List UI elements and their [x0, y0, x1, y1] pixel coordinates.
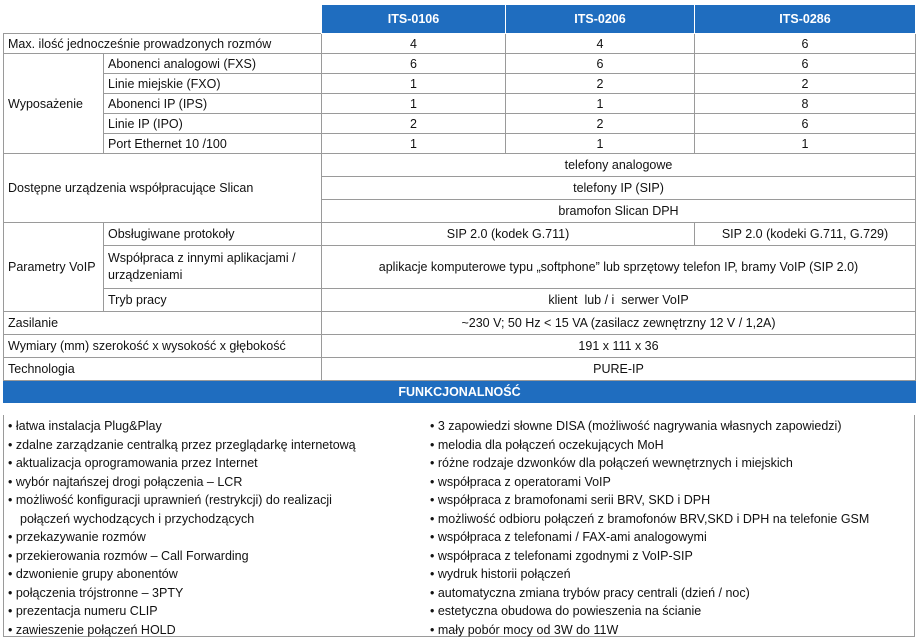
spec-table	[3, 4, 916, 403]
table-row	[4, 246, 916, 289]
feature-item: • możliwość konfiguracji uprawnień (restrykcji) do realizacji	[8, 493, 332, 507]
table-row	[4, 34, 916, 54]
apps-label: Współpraca z innymi aplikacjami / urządzeniami	[104, 246, 322, 289]
table-row	[4, 94, 916, 114]
value-cell: 4	[506, 34, 695, 54]
feature-item: • prezentacja numeru CLIP	[8, 604, 158, 618]
devices-label: Dostępne urządzenia współpracujące Slican	[4, 154, 322, 223]
value-cell: 8	[695, 94, 916, 114]
value-cell: 6	[695, 114, 916, 134]
feature-item: • przekazywanie rozmów	[8, 530, 146, 544]
table-row	[4, 134, 916, 154]
header-row	[4, 5, 916, 34]
feature-item: • 3 zapowiedzi słowne DISA (możliwość nagrywania własnych zapowiedzi)	[430, 419, 842, 433]
value-cell: 2	[506, 114, 695, 134]
model-header-3: ITS-0286	[695, 5, 916, 34]
voip-group-label: Parametry VoIP	[4, 223, 104, 312]
value-cell: 1	[506, 134, 695, 154]
equipment-item-label: Linie miejskie (FXO)	[104, 74, 322, 94]
value-cell: 1	[322, 94, 506, 114]
features-panel	[3, 415, 915, 637]
feature-item: • współpraca z bramofonami serii BRV, SKD i DPH	[430, 493, 711, 507]
feature-item: • dzwonienie grupy abonentów	[8, 567, 178, 581]
feature-item: • zawieszenie połączeń HOLD	[8, 622, 176, 637]
value-cell: 6	[695, 34, 916, 54]
dimensions-value: 191 x 111 x 36	[322, 335, 916, 358]
value-cell: 1	[695, 134, 916, 154]
header-blank	[4, 5, 322, 34]
feature-item: • współpraca z telefonami zgodnymi z VoIP-SIP	[430, 548, 693, 563]
feature-item: • wybór najtańszej drogi połączenia – LCR	[8, 474, 243, 489]
protocols-value-a: SIP 2.0 (kodek G.711)	[322, 223, 695, 246]
model-header-2: ITS-0206	[506, 5, 695, 34]
device-value: telefony analogowe	[322, 154, 916, 177]
feature-item: • melodia dla połączeń oczekujących MoH	[430, 437, 664, 452]
apps-value: aplikacje komputerowe typu „softphone” lub sprzętowy telefon IP, bramy VoIP (SIP 2.0)	[322, 246, 916, 289]
equipment-group-label: Wyposażenie	[4, 54, 104, 154]
table-row	[4, 114, 916, 134]
feature-item: • możliwość odbioru połączeń z bramofonów BRV,SKD i DPH na telefonie GSM	[430, 511, 870, 526]
table-row	[4, 223, 916, 246]
protocols-label: Obsługiwane protokoły	[104, 223, 322, 246]
equipment-item-label: Linie IP (IPO)	[104, 114, 322, 134]
dimensions-label: Wymiary (mm) szerokość x wysokość x głębokość	[4, 335, 322, 358]
max-calls-label: Max. ilość jednocześnie prowadzonych rozmów	[4, 34, 322, 54]
feature-item: • wydruk historii połączeń	[430, 567, 571, 581]
feature-item: • przekierowania rozmów – Call Forwarding	[8, 548, 249, 563]
equipment-item-label: Port Ethernet 10 /100	[104, 134, 322, 154]
table-row	[4, 312, 916, 335]
feature-item: • automatyczna zmiana trybów pracy centrali (dzień / noc)	[430, 585, 750, 600]
value-cell: 4	[322, 34, 506, 54]
value-cell: 2	[695, 74, 916, 94]
feature-item: • współpraca z operatorami VoIP	[430, 474, 611, 489]
feature-item: • połączenia trójstronne – 3PTY	[8, 585, 184, 600]
table-row	[4, 358, 916, 381]
table-row	[4, 154, 916, 177]
value-cell: 6	[322, 54, 506, 74]
power-value: ~230 V; 50 Hz < 15 VA (zasilacz zewnętrzny 12 V / 1,2A)	[322, 312, 916, 335]
power-label: Zasilanie	[4, 312, 322, 335]
value-cell: 2	[322, 114, 506, 134]
feature-item: • współpraca z telefonami / FAX-ami analogowymi	[430, 530, 707, 544]
equipment-item-label: Abonenci analogowi (FXS)	[104, 54, 322, 74]
features-left-column	[8, 417, 418, 639]
features-title: FUNKCJONALNOŚĆ	[4, 381, 916, 403]
device-value: telefony IP (SIP)	[322, 177, 916, 200]
value-cell: 6	[506, 54, 695, 74]
mode-value: klient lub / i serwer VoIP	[322, 289, 916, 312]
feature-item: • aktualizacja oprogramowania przez Internet	[8, 456, 258, 470]
device-value: bramofon Slican DPH	[322, 200, 916, 223]
value-cell: 1	[322, 134, 506, 154]
features-right-column	[430, 417, 912, 639]
features-header-row	[4, 381, 916, 403]
table-row	[4, 74, 916, 94]
value-cell: 2	[506, 74, 695, 94]
model-header-1: ITS-0106	[322, 5, 506, 34]
table-row	[4, 54, 916, 74]
feature-item: • mały pobór mocy od 3W do 11W	[430, 622, 619, 637]
value-cell: 6	[695, 54, 916, 74]
equipment-item-label: Abonenci IP (IPS)	[104, 94, 322, 114]
feature-item-continuation: połączeń wychodzących i przychodzących	[20, 511, 255, 526]
table-row	[4, 335, 916, 358]
value-cell: 1	[322, 74, 506, 94]
feature-item: • łatwa instalacja Plug&Play	[8, 419, 162, 433]
technology-label: Technologia	[4, 358, 322, 381]
value-cell: 1	[506, 94, 695, 114]
table-row	[4, 289, 916, 312]
technology-value: PURE-IP	[322, 358, 916, 381]
protocols-value-b: SIP 2.0 (kodeki G.711, G.729)	[695, 223, 916, 246]
mode-label: Tryb pracy	[104, 289, 322, 312]
feature-item: • różne rodzaje dzwonków dla połączeń wewnętrznych i miejskich	[430, 456, 793, 470]
feature-item: • estetyczna obudowa do powieszenia na ścianie	[430, 604, 702, 618]
feature-item: • zdalne zarządzanie centralką przez przeglądarkę internetową	[8, 437, 356, 452]
